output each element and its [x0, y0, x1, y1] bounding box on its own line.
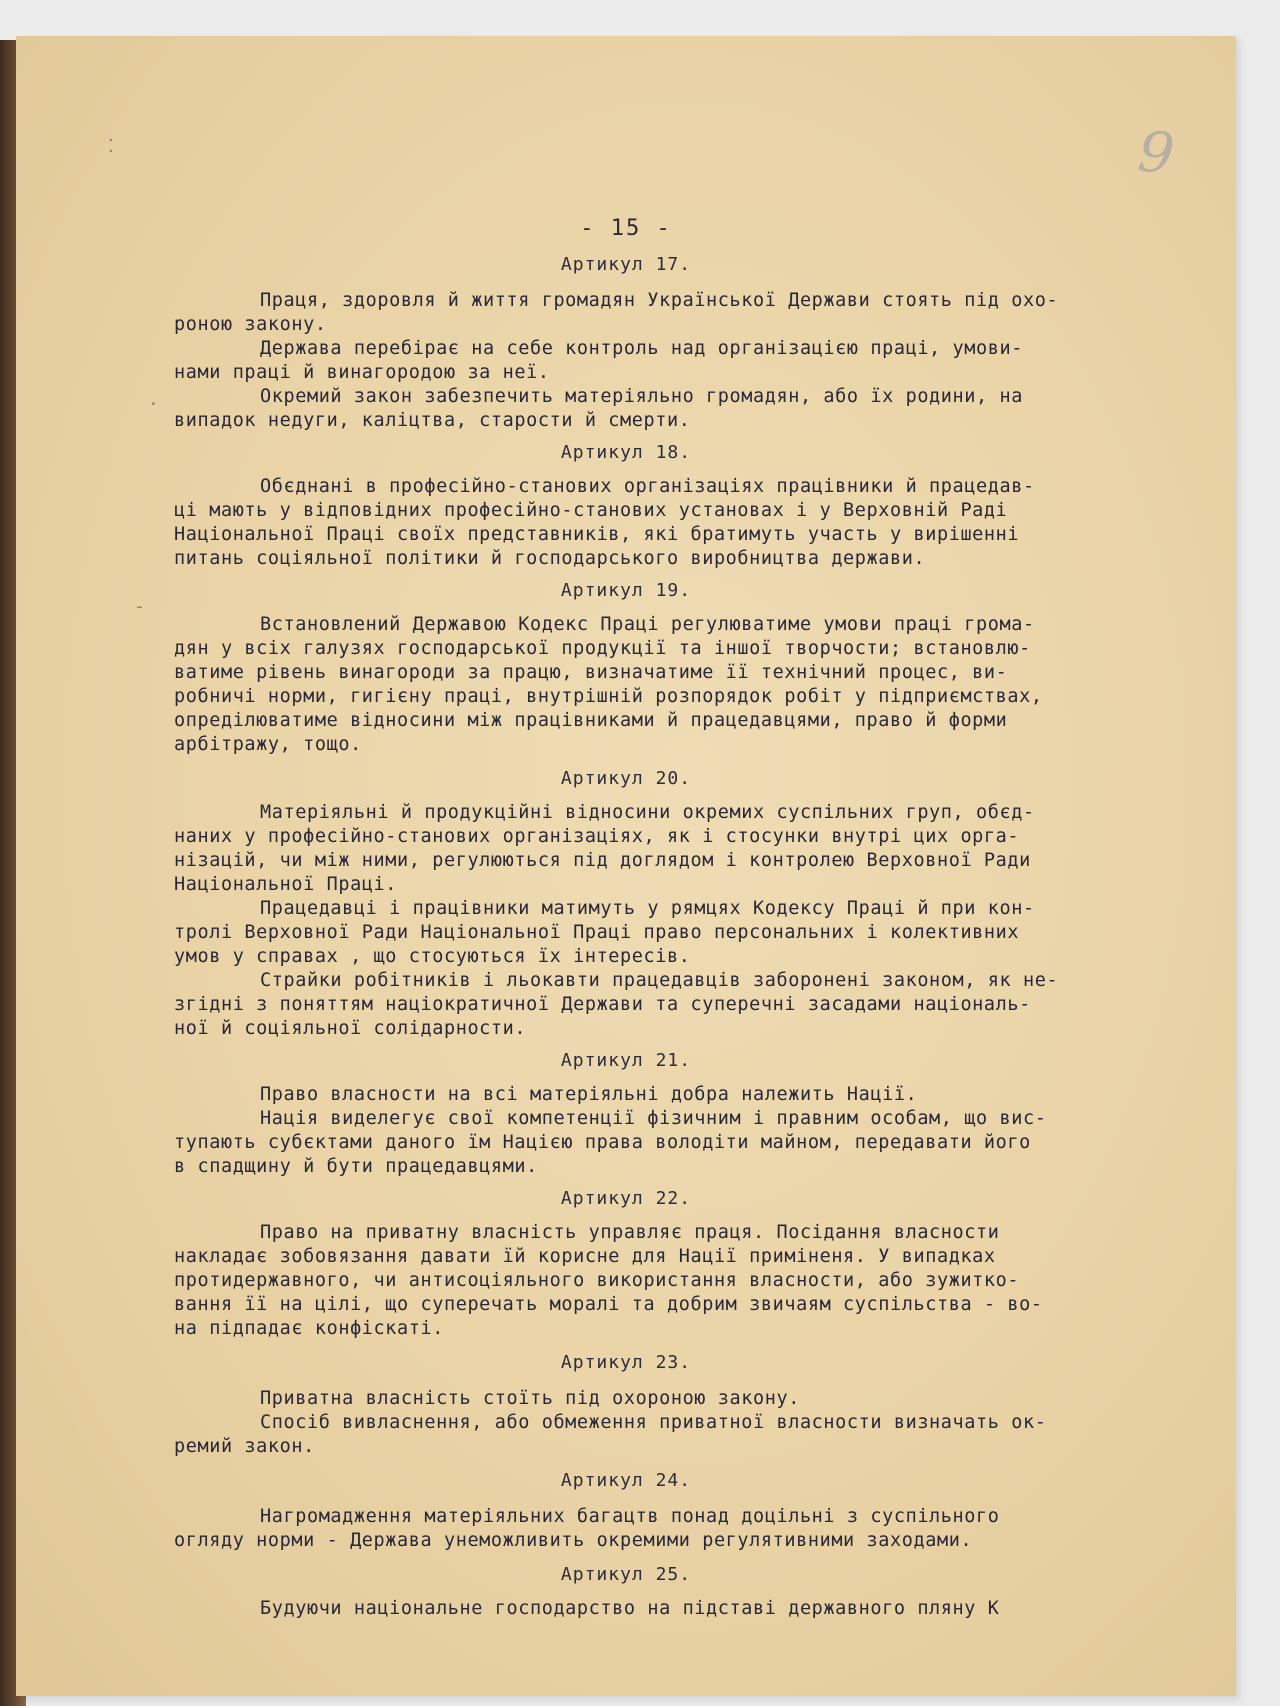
article-heading: Артикул 19.	[560, 580, 692, 601]
text-line: Матеріяльні й продукційні відносини окремих суспільних груп, обєд-	[260, 802, 1035, 823]
text-line: Держава перебірає на себе контроль над організацією праці, умови-	[260, 338, 1023, 359]
article-heading: Артикул 20.	[560, 768, 692, 789]
margin-mark: ·	[148, 394, 159, 415]
text-line: Будуючи національне господарство на підставі державного пляну К	[260, 1598, 1000, 1619]
text-line: ної й соціяльної солідарности.	[174, 1018, 527, 1039]
text-line: Обєднані в професійно-станових організаціях працівники й працедав-	[260, 476, 1035, 497]
text-line: роною закону.	[174, 314, 327, 335]
article-heading: Артикул 18.	[560, 442, 692, 463]
article-heading: Артикул 17.	[560, 254, 692, 275]
text-line: ватиме рівень винагороди за працю, визначатиме її технічний процес, ви-	[174, 662, 1008, 683]
text-line: дян у всіх галузях господарської продукції та іншої творчости; встановлю-	[174, 638, 1031, 659]
text-line: ремий закон.	[174, 1436, 315, 1457]
text-line: Приватна власність стоїть під охороною закону.	[260, 1388, 800, 1409]
text-line: Нагромадження матеріяльних багацтв понад доцільні з суспільного	[260, 1506, 1000, 1527]
text-line: опреділюватиме відносини між працівниками й працедавцями, право й форми	[174, 710, 1008, 731]
text-line: Окремий закон забезпечить матеріяльно громадян, або їх родини, на	[260, 386, 1023, 407]
text-line: Працедавці і працівники матимуть у рямцях Кодексу Праці й при кон-	[260, 898, 1035, 919]
text-line: наних у професійно-станових організаціях, як і стосунки внутрі цих орга-	[174, 826, 1020, 847]
text-line: накладає зобовязання давати їй корисне для Нації приміненя. У випадках	[174, 1246, 996, 1267]
text-line: Праця, здоровля й життя громадян Української Держави стоять під охо-	[260, 290, 1059, 311]
text-line: випадок недуги, каліцтва, старости й смерти.	[174, 410, 691, 431]
text-line: арбітражу, тощо.	[174, 734, 362, 755]
text-line: Право на приватну власність управляє праця. Посідання власности	[260, 1222, 1000, 1243]
article-heading: Артикул 21.	[560, 1050, 692, 1071]
text-line: огляду норми - Держава унеможливить окремими регулятивними заходами.	[174, 1530, 973, 1551]
text-line: умов у справах , що стосуються їх інтересів.	[174, 946, 691, 967]
text-line: Нація виделегує свої компетенції фізичним і правним особам, що вис-	[260, 1108, 1047, 1129]
text-line: вання її на цілі, що суперечать моралі та добрим звичаям суспільства - во-	[174, 1294, 1043, 1315]
page-number: - 15 -	[580, 216, 672, 241]
text-line: Національної Праці.	[174, 874, 398, 895]
text-line: Страйки робітників і льокавти працедавців заборонені законом, як не-	[260, 970, 1059, 991]
article-heading: Артикул 25.	[560, 1564, 692, 1585]
margin-mark: ⁚	[108, 136, 114, 157]
text-line: нізацій, чи між ними, регулюються під доглядом і контролею Верховної Ради	[174, 850, 1031, 871]
text-line: Спосіб вивласнення, або обмеження приватної власности визначать ок-	[260, 1412, 1047, 1433]
text-line: в спадщину й бути працедавцями.	[174, 1156, 538, 1177]
text-line: протидержавного, чи антисоціяльного використання власности, або зужитко-	[174, 1270, 1020, 1291]
text-line: тролі Верховної Ради Національної Праці право персональних і колективних	[174, 922, 1020, 943]
article-heading: Артикул 23.	[560, 1352, 692, 1373]
text-line: питань соціяльної політики й господарського виробництва держави.	[174, 548, 926, 569]
text-line: робничі норми, гигієну праці, внутрішній розпорядок робіт у підприємствах,	[174, 686, 1043, 707]
text-line: нами праці й винагородою за неї.	[174, 362, 550, 383]
archive-page-number: 9	[1134, 119, 1178, 188]
text-line: ці мають у відповідних професійно-станових установах і у Верховній Раді	[174, 500, 1008, 521]
document-page	[16, 36, 1236, 1696]
text-line: тупають субєктами даного їм Нацією права володіти майном, передавати його	[174, 1132, 1031, 1153]
text-line: Встановлений Державою Кодекс Праці регулюватиме умови праці грома-	[260, 614, 1035, 635]
margin-mark: -	[134, 596, 145, 617]
article-heading: Артикул 24.	[560, 1470, 692, 1491]
text-line: Право власности на всі матеріяльні добра належить Нації.	[260, 1084, 918, 1105]
text-line: згідні з поняттям націократичної Держави та суперечні засадами національ-	[174, 994, 1031, 1015]
text-line: на підпадає конфіскаті.	[174, 1318, 444, 1339]
text-line: Національної Праці своїх представників, які братимуть участь у вирішенні	[174, 524, 1020, 545]
article-heading: Артикул 22.	[560, 1188, 692, 1209]
